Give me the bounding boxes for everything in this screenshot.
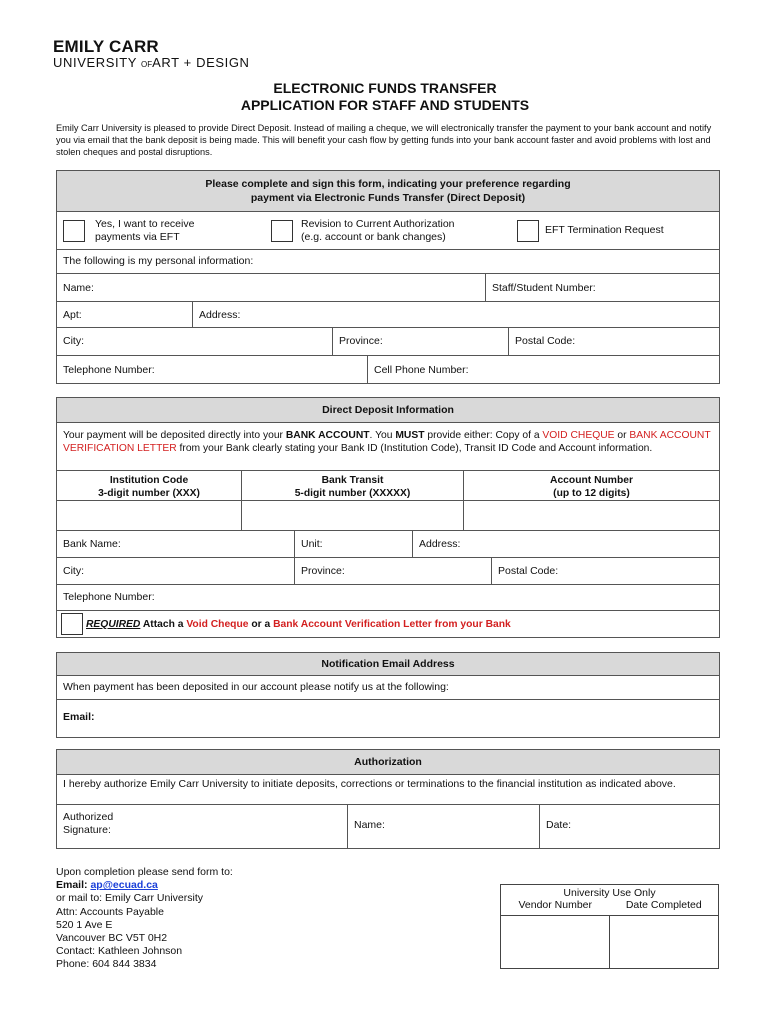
bank-unit-field[interactable]: Unit: bbox=[294, 531, 412, 557]
logo-design: DESIGN bbox=[196, 55, 250, 70]
intro-paragraph: Emily Carr University is pleased to provide Direct Deposit. Instead of mailing a cheque, we will electronically transfer the payment to your bank account and notify you via email that the bank deposit is being made. This will benefit your cash flow by getting funds into your bank account faster and avoid problems with lost and stolen cheques and postal disruptions. bbox=[56, 123, 712, 157]
notification-header-text: Notification Email Address bbox=[321, 657, 455, 670]
termination-checkbox[interactable] bbox=[517, 220, 539, 242]
form-title-line2: APPLICATION FOR STAFF AND STUDENTS bbox=[240, 97, 530, 113]
date-completed-header: Date Completed bbox=[625, 899, 702, 911]
preference-header-line1: Please complete and sign this form, indicating your preference regarding bbox=[205, 178, 571, 190]
bank-transit-header: Bank Transit 5-digit number (XXXXX) bbox=[241, 471, 463, 500]
account-number-header: Account Number (up to 12 digits) bbox=[463, 471, 719, 500]
ap-email-link[interactable]: ap@ecuad.ca bbox=[90, 879, 158, 892]
use-only-title: University Use Only bbox=[563, 887, 656, 899]
notification-text: When payment has been deposited in our account please notify us at the following: bbox=[63, 681, 449, 693]
authorization-header bbox=[57, 750, 719, 774]
authorization-name-field[interactable]: Name: bbox=[347, 805, 539, 848]
direct-deposit-section bbox=[56, 397, 720, 638]
option-yes-line2: payments via EFT bbox=[95, 230, 180, 243]
option-revision-line2: (e.g. account or bank changes) bbox=[301, 230, 446, 243]
logo-plus: + bbox=[183, 55, 192, 70]
university-logo bbox=[53, 38, 250, 72]
direct-deposit-header-text: Direct Deposit Information bbox=[322, 403, 454, 416]
preference-options bbox=[57, 211, 719, 249]
option-yes-eft bbox=[57, 212, 265, 249]
bank-code-headers bbox=[57, 470, 719, 500]
authorization-header-text: Authorization bbox=[354, 755, 422, 768]
address-field[interactable]: Address: bbox=[192, 302, 719, 327]
vendor-number-header: Vendor Number bbox=[518, 899, 593, 911]
notification-section bbox=[56, 652, 720, 738]
province-field[interactable]: Province: bbox=[332, 328, 508, 355]
city-field[interactable]: City: bbox=[63, 335, 84, 347]
logo-art: ART bbox=[152, 55, 180, 70]
direct-deposit-instructions: Your payment will be deposited directly into your BANK ACCOUNT. You MUST provide either: Copy of a VOID CHEQUE or BANK ACCOUNT VERIFICATION LETTER from your Bank clearly stating your Bank ID (Institution Code), Transit ID Code and Account information. bbox=[63, 430, 711, 454]
apt-field[interactable]: Apt: bbox=[63, 309, 82, 321]
form-title-line1: ELECTRONIC FUNDS TRANSFER bbox=[273, 80, 497, 96]
postal-code-field[interactable]: Postal Code: bbox=[508, 328, 719, 355]
preference-section bbox=[56, 170, 720, 384]
authorization-date-field[interactable]: Date: bbox=[539, 805, 719, 848]
telephone-field[interactable]: Telephone Number: bbox=[63, 364, 155, 376]
personal-info-label: The following is my personal information: bbox=[63, 255, 254, 267]
option-revision-line1: Revision to Current Authorization bbox=[301, 217, 455, 230]
preference-header bbox=[57, 171, 719, 211]
revision-checkbox[interactable] bbox=[271, 220, 293, 242]
void-cheque-text: VOID CHEQUE bbox=[542, 430, 615, 441]
bank-code-inputs bbox=[57, 500, 719, 530]
bank-province-field[interactable]: Province: bbox=[294, 558, 491, 584]
vendor-number-cell[interactable] bbox=[501, 916, 609, 968]
preference-header-line2: payment via Electronic Funds Transfer (Direct Deposit) bbox=[250, 192, 526, 204]
logo-university: UNIVERSITY bbox=[53, 55, 137, 70]
required-attachment-text: REQUIRED Attach a Void Cheque or a Bank Account Verification Letter from your Bank bbox=[86, 618, 511, 630]
option-yes-line1: Yes, I want to receive bbox=[95, 217, 195, 230]
date-completed-cell[interactable] bbox=[609, 916, 718, 968]
authorization-section bbox=[56, 749, 720, 849]
attachment-checkbox[interactable] bbox=[61, 613, 83, 635]
required-attachment-row bbox=[57, 610, 719, 637]
notification-header bbox=[57, 653, 719, 675]
institution-code-input[interactable] bbox=[57, 501, 241, 530]
direct-deposit-header bbox=[57, 398, 719, 422]
bank-city-field[interactable]: City: bbox=[63, 565, 84, 577]
yes-eft-checkbox[interactable] bbox=[63, 220, 85, 242]
logo-line2 bbox=[53, 56, 250, 72]
bank-address-field[interactable]: Address: bbox=[412, 531, 719, 557]
bank-telephone-field[interactable]: Telephone Number: bbox=[63, 591, 155, 603]
university-use-only-box bbox=[500, 884, 719, 969]
logo-line1: EMILY CARR bbox=[53, 37, 159, 56]
bank-name-field[interactable]: Bank Name: bbox=[63, 538, 121, 550]
bank-postal-code-field[interactable]: Postal Code: bbox=[491, 558, 719, 584]
staff-number-field[interactable]: Staff/Student Number: bbox=[485, 274, 719, 301]
option-revision bbox=[265, 212, 511, 249]
option-termination bbox=[511, 212, 719, 249]
option-termination-label: EFT Termination Request bbox=[545, 224, 664, 236]
form-title bbox=[0, 80, 770, 114]
notification-email-field[interactable]: Email: bbox=[63, 711, 95, 723]
logo-of: OF bbox=[141, 60, 153, 69]
verification-letter-text: BANK ACCOUNT VERIFICATION LETTER bbox=[63, 430, 711, 454]
account-number-input[interactable] bbox=[463, 501, 719, 530]
mailing-instructions: Upon completion please send form to: Email: ap@ecuad.ca or mail to: Emily Carr University Attn: Accounts Payable 520 1 Ave E Vancouver BC V5T 0H2 Contact: Kathleen Johnson Phone: 604 844 3834 bbox=[56, 866, 233, 971]
name-field[interactable]: Name: bbox=[63, 282, 94, 294]
institution-code-header: Institution Code 3-digit number (XXX) bbox=[98, 475, 200, 499]
signature-field[interactable]: Authorized Signature: bbox=[63, 811, 114, 836]
authorization-text: I hereby authorize Emily Carr University to initiate deposits, corrections or terminations to the financial institution as indicated above. bbox=[63, 778, 676, 790]
cell-phone-field[interactable]: Cell Phone Number: bbox=[367, 356, 719, 383]
bank-transit-input[interactable] bbox=[241, 501, 463, 530]
